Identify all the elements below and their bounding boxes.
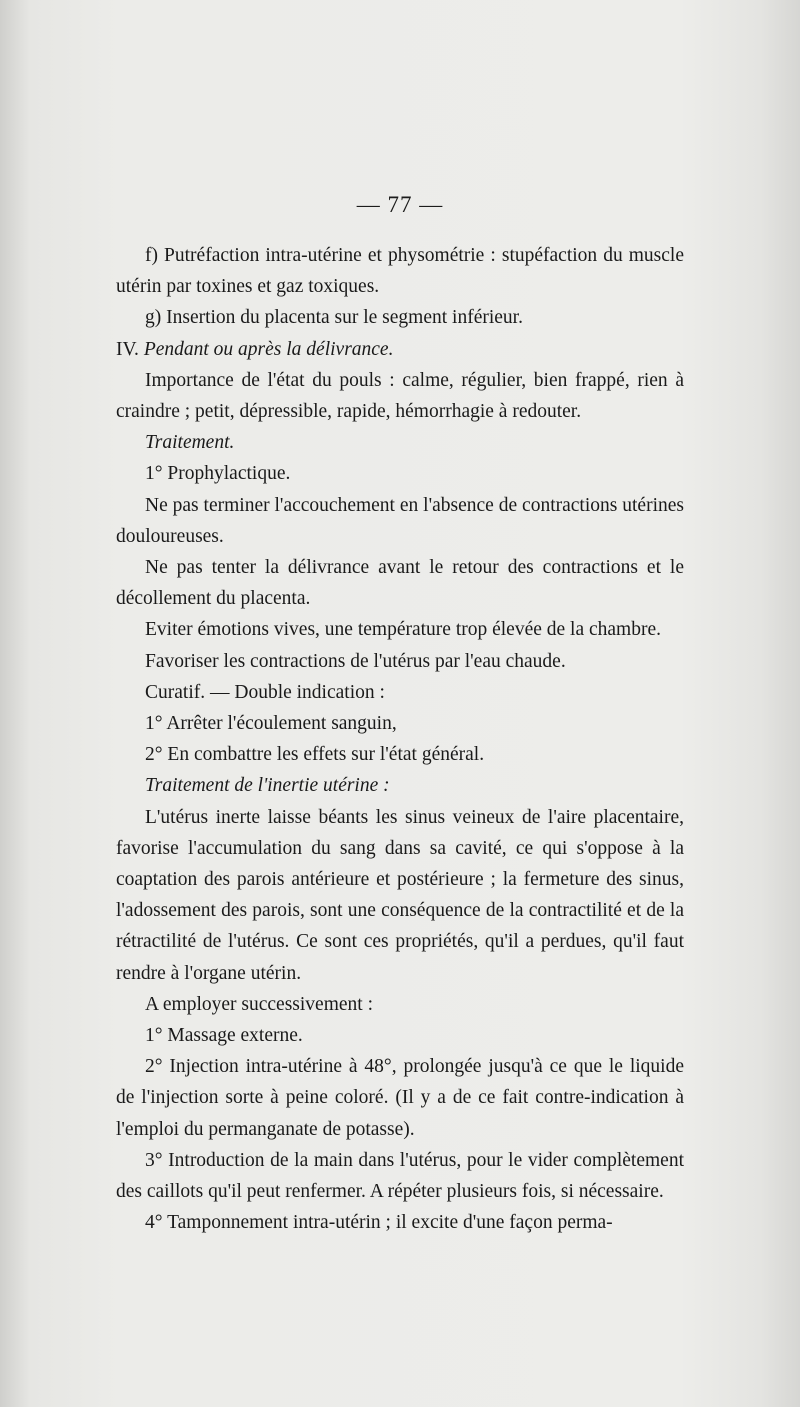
paragraph-p3: Eviter émotions vives, une température trop élevée de la chambre. [145, 619, 661, 641]
indication-2: 2° En combattre les effets sur l'état général. [145, 744, 485, 766]
method-1: 1° Massage externe. [145, 1025, 303, 1047]
heading-prophylactique: 1° Prophylactique. [145, 463, 291, 485]
method-3: 3° Introduction de la main dans l'utérus, pour le vider complètement des caillots qu'il peut renfermer. A répéter plusieurs fois, si nécessaire. [116, 1149, 684, 1203]
heading-curatif: Curatif. — Double indication : [145, 681, 385, 703]
heading-inertie: Traitement de l'inertie utérine : [145, 775, 390, 797]
paragraph-p4: Favoriser les contractions de l'utérus par l'eau chaude. [145, 650, 566, 672]
body-text [116, 240, 684, 1239]
section-iv-heading [116, 334, 684, 365]
heading-traitement: Traitement. [145, 432, 235, 454]
page-number: — 77 — [356, 192, 444, 217]
paragraph-inertie: L'utérus inerte laisse béants les sinus veineux de l'aire placentaire, favorise l'accumulation du sang dans sa cavité, ce qui s'oppose à la coaptation des parois antérieure et postérieure ; la fermeture des sinus, l'adossement des parois, sont une conséquence de la contractilité et de la rétractilité de l'utérus. Ce sont ces propriétés, qu'il a perdues, qu'il faut rendre à l'organe utérin. [116, 806, 684, 984]
paragraph-pouls: Importance de l'état du pouls : calme, régulier, bien frappé, rien à craindre ; petit, dépressible, rapide, hémorrhagie à redouter. [116, 369, 684, 423]
method-4: 4° Tamponnement intra-utérin ; il excite d'une façon perma- [145, 1212, 613, 1234]
section-iv-number: IV. [116, 338, 144, 360]
paragraph-g: g) Insertion du placenta sur le segment inférieur. [145, 307, 523, 329]
paragraph-p1: Ne pas terminer l'accouchement en l'absence de contractions utérines douloureuses. [116, 494, 684, 547]
paragraph-f: f) Putréfaction intra-utérine et physométrie : stupéfaction du muscle utérin par toxines et gaz toxiques. [116, 245, 684, 298]
method-2: 2° Injection intra-utérine à 48°, prolongée jusqu'à ce que le liquide de l'injection sorte à peine coloré. (Il y a de ce fait contre-indication à l'emploi du permanganate de potasse). [116, 1056, 684, 1140]
indication-1: 1° Arrêter l'écoulement sanguin, [145, 713, 397, 735]
paragraph-employer: A employer successivement : [145, 993, 373, 1015]
section-iv-title: Pendant ou après la délivrance. [143, 338, 394, 360]
paragraph-p2: Ne pas tenter la délivrance avant le retour des contractions et le décollement du placenta. [116, 557, 684, 610]
